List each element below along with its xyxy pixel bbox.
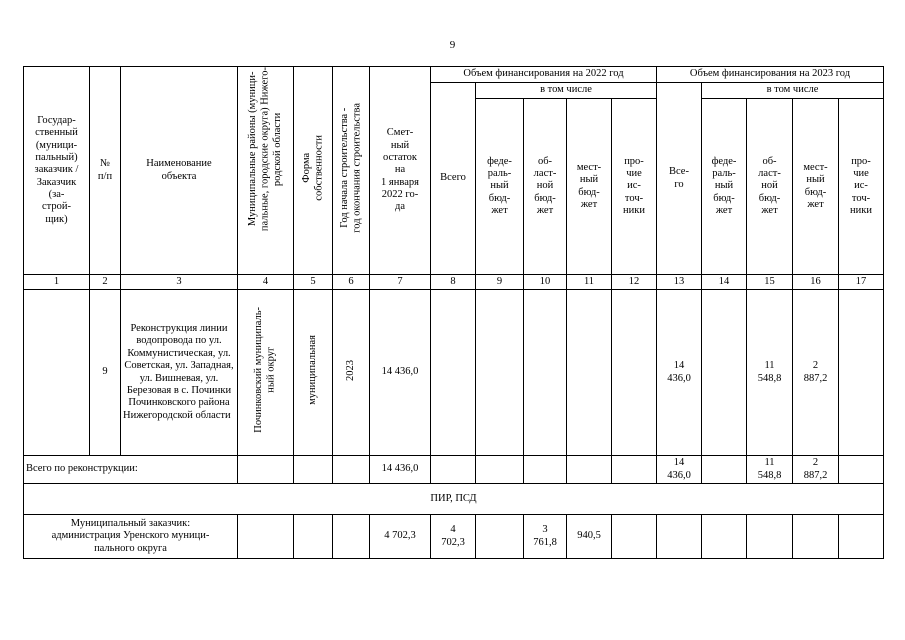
cell: [839, 290, 884, 456]
header-number: № п/п: [90, 67, 121, 275]
column-number: 5: [294, 275, 333, 290]
cell: [238, 515, 294, 559]
column-number: 16: [793, 275, 839, 290]
cell: [612, 290, 657, 456]
cell: [567, 456, 612, 484]
column-number: 8: [431, 275, 476, 290]
total-estimate: 14 436,0: [370, 456, 431, 484]
district-cell: Починковский муниципаль- ный округ: [238, 290, 294, 456]
header-estimate-balance: Смет- ный остаток на 1 января 2022 го- да: [370, 67, 431, 275]
header-including-2023: в том числе: [702, 83, 884, 99]
header-regional-2023: об- ласт- ной бюд- жет: [747, 99, 793, 275]
cell: [702, 290, 747, 456]
column-number: 15: [747, 275, 793, 290]
header-districts: Муниципальные районы (муници- пальные, городские округа) Нижего- родской области: [238, 67, 294, 275]
column-number: 11: [567, 275, 612, 290]
cell: [567, 290, 612, 456]
cell: [294, 515, 333, 559]
column-number: 4: [238, 275, 294, 290]
header-federal-2022: феде- раль- ный бюд- жет: [476, 99, 524, 275]
customer-local-2022: 940,5: [567, 515, 612, 559]
cell: [238, 456, 294, 484]
customer-estimate: 4 702,3: [370, 515, 431, 559]
cell: [476, 290, 524, 456]
cell: [524, 290, 567, 456]
header-regional-2022: об- ласт- ной бюд- жет: [524, 99, 567, 275]
cell: [702, 456, 747, 484]
header-federal-2023: феде- раль- ный бюд- жет: [702, 99, 747, 275]
cell: [431, 456, 476, 484]
column-number: 14: [702, 275, 747, 290]
total-2023: 14 436,0: [657, 456, 702, 484]
customer-cell: [24, 290, 90, 456]
column-number: 7: [370, 275, 431, 290]
column-number: 9: [476, 275, 524, 290]
cell: [657, 515, 702, 559]
cell: [839, 515, 884, 559]
financing-table: [23, 66, 884, 559]
total-row: [24, 456, 884, 484]
header-other-2023: про- чие ис- точ- ники: [839, 99, 884, 275]
cell: [612, 515, 657, 559]
column-number: 6: [333, 275, 370, 290]
column-number: 10: [524, 275, 567, 290]
table-row: [24, 515, 884, 559]
total-regional-2023: 11 548,8: [747, 456, 793, 484]
header-total-2022: Всего: [431, 83, 476, 275]
header-other-2022: про- чие ис- точ- ники: [612, 99, 657, 275]
section-label: ПИР, ПСД: [24, 484, 884, 515]
header-financing-2022: Объем финансирования на 2022 год: [431, 67, 657, 83]
total-2023-cell: 14 436,0: [657, 290, 702, 456]
cell: [793, 515, 839, 559]
cell: [524, 456, 567, 484]
header-customer: Государ- ственный (муници- пальный) заказчик / Заказчик (за- строй- щик): [24, 67, 90, 275]
cell: [702, 515, 747, 559]
table-row: [24, 290, 884, 456]
cell: [431, 290, 476, 456]
header-ownership: Форма собственности: [294, 67, 333, 275]
section-row: [24, 484, 884, 515]
header-including-2022: в том числе: [476, 83, 657, 99]
total-local-2023: 2 887,2: [793, 456, 839, 484]
header-financing-2023: Объем финансирования на 2023 год: [657, 67, 884, 83]
column-number: 12: [612, 275, 657, 290]
estimate-cell: 14 436,0: [370, 290, 431, 456]
header-total-2023: Все- го: [657, 83, 702, 275]
column-number: 1: [24, 275, 90, 290]
cell: [747, 515, 793, 559]
header-local-2022: мест- ный бюд- жет: [567, 99, 612, 275]
local-2023-cell: 2 887,2: [793, 290, 839, 456]
object-name: Реконструкция линии водопровода по ул. Коммунистическая, ул. Советская, ул. Западная, ул. Вишневая, ул. Березовая в с. Починки Починковского района Нижегородской области: [121, 290, 238, 456]
row-number: 9: [90, 290, 121, 456]
column-numbers-row: [24, 275, 884, 290]
municipal-customer: Муниципальный заказчик: администрация Уренского муници- пального округа: [24, 515, 238, 559]
cell: [333, 456, 370, 484]
column-number: 13: [657, 275, 702, 290]
header-object-name: Наименование объекта: [121, 67, 238, 275]
column-number: 3: [121, 275, 238, 290]
total-label: Всего по реконструкции:: [24, 456, 238, 484]
regional-2023-cell: 11 548,8: [747, 290, 793, 456]
cell: [476, 456, 524, 484]
cell: [476, 515, 524, 559]
customer-total-2022: 4 702,3: [431, 515, 476, 559]
cell: [612, 456, 657, 484]
cell: [294, 456, 333, 484]
cell: [839, 456, 884, 484]
year-cell: 2023: [333, 290, 370, 456]
column-number: 2: [90, 275, 121, 290]
cell: [333, 515, 370, 559]
ownership-cell: муниципальная: [294, 290, 333, 456]
header-years: Год начала строительства - год окончания строительства: [333, 67, 370, 275]
column-number: 17: [839, 275, 884, 290]
customer-regional-2022: 3 761,8: [524, 515, 567, 559]
page-number: 9: [449, 39, 456, 51]
header-local-2023: мест- ный бюд- жет: [793, 99, 839, 275]
